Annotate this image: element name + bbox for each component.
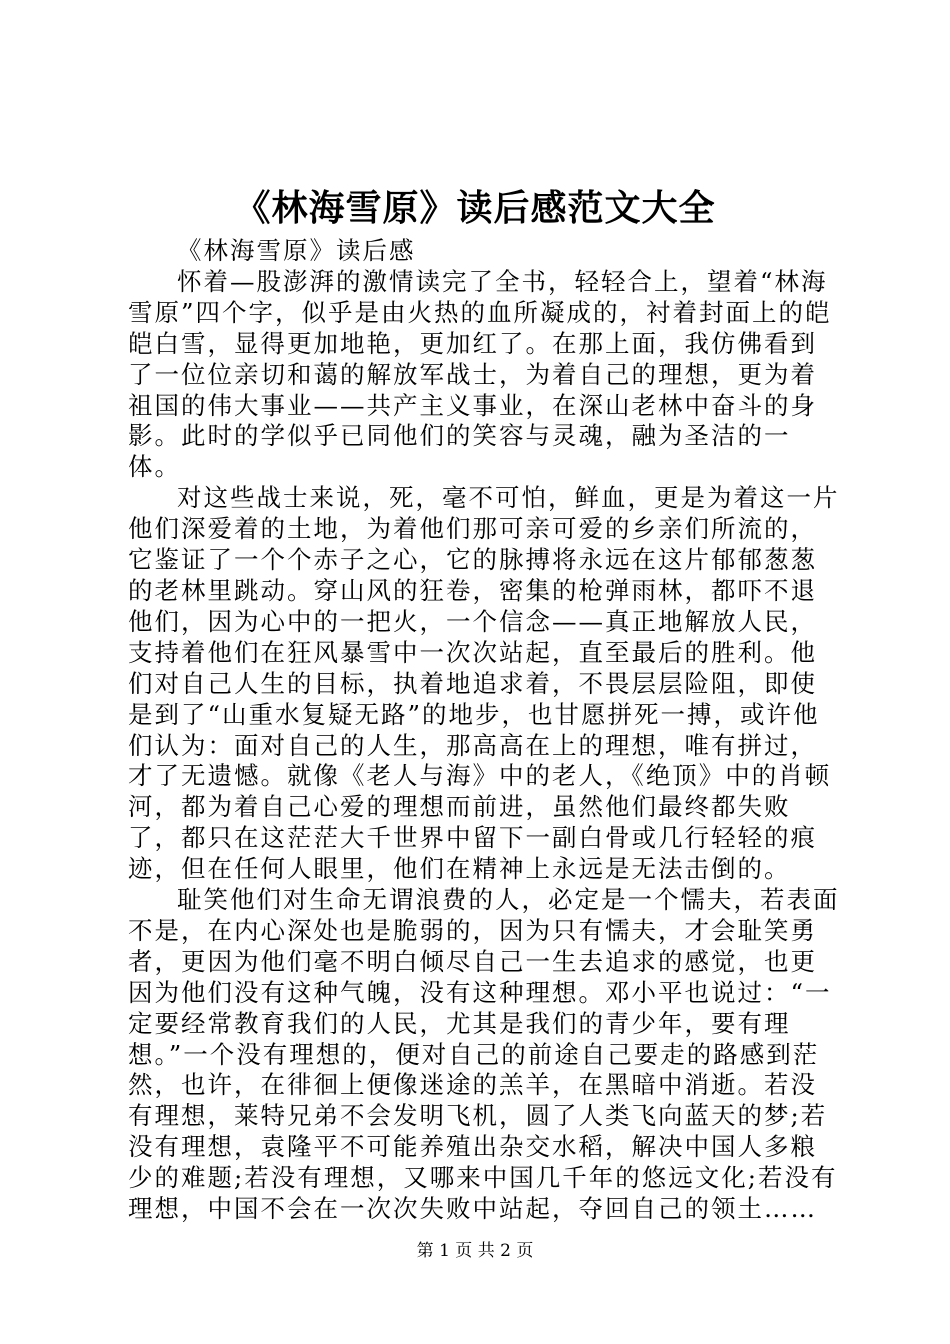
- page-footer: 第 1 页 共 2 页: [416, 1241, 534, 1261]
- document-body: [128, 236, 840, 1225]
- paragraph-subtitle: 《林海雪原》读后感: [177, 236, 416, 265]
- paragraph: 耻笑他们对生命无谓浪费的人，必定是一个懦夫，若表面不是，在内心深处也是脆弱的，因为只有懦夫，才会耻笑勇者，更因为他们毫不明白倾尽自己一生去追求的感觉，也更因为他们没有这种气魄，没有这种理想。邓小平也说过：“一定要经常教育我们的人民，尤其是我们的青少年，要有理想。”一个没有理想的，便对自己的前途自己要走的路感到茫然，也许，在徘徊上便像迷途的羔羊，在黑暗中消逝。若没有理想，莱特兄弟不会发明飞机，圆了人类飞向蓝天的梦;若没有理想，袁隆平不可能养殖出杂交水稻，解决中国人多粮少的难题;若没有理想，又哪来中国几千年的悠远文化;若没有理想，中国不会在一次次失败中站起，夺回自己的领土……: [128, 885, 840, 1224]
- document-title: 《林海雪原》读后感范文大全: [234, 187, 716, 229]
- paragraph: 怀着—股澎湃的激情读完了全书，轻轻合上，望着“林海雪原”四个字，似乎是由火热的血所凝成的，衬着封面上的皑皑白雪，显得更加地艳，更加红了。在那上面，我仿佛看到了一位位亲切和蔼的解放军战士，为着自己的理想，更为着祖国的伟大事业——共产主义事业，在深山老林中奋斗的身影。此时的学似乎已同他们的笑容与灵魂，融为圣洁的一体。: [128, 266, 832, 482]
- paragraph: 对这些战士来说，死，毫不可怕，鲜血，更是为着这一片他们深爱着的土地，为着他们那可亲可爱的乡亲们所流的，它鉴证了一个个赤子之心，它的脉搏将永远在这片郁郁葱葱的老林里跳动。穿山风的狂卷，密集的枪弹雨林，都吓不退他们，因为心中的一把火，一个信念——真正地解放人民，支持着他们在狂风暴雪中一次次站起，直至最后的胜利。他们对自己人生的目标，执着地追求着，不畏层层险阻，即使是到了“山重水复疑无路”的地步，也甘愿拼死一搏，或许他们认为：面对自己的人生，那高高在上的理想，唯有拼过，才了无遗憾。就像《老人与海》中的老人，《绝顶》中的肖顿河，都为着自己心爱的理想而前进，虽然他们最终都失败了，都只在这茫茫大千世界中留下一副白骨或几行轻轻的痕迹，但在任何人眼里，他们在精神上永远是无法击倒的。: [128, 483, 840, 884]
